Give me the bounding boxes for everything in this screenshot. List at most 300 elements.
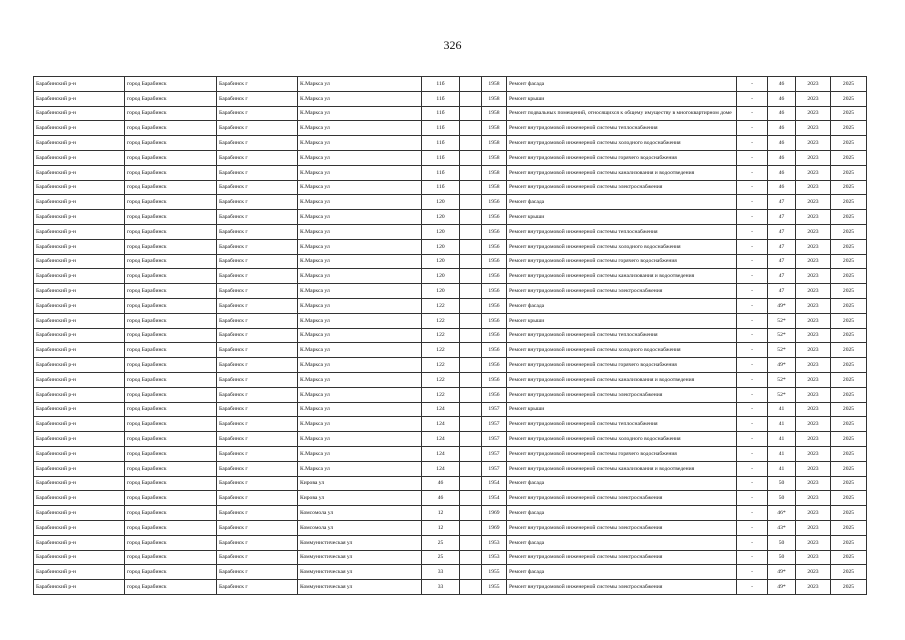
table-row (34, 491, 867, 506)
work-type-cell: Ремонт внутридомовой инженерной системы канализования и водоотведения (507, 269, 737, 284)
street-cell: К.Маркса ул (298, 91, 422, 106)
dash-cell: - (737, 520, 768, 535)
work-type-cell: Ремонт фасада (507, 535, 737, 550)
table-row (34, 432, 867, 447)
street-cell: К.Маркса ул (298, 432, 422, 447)
district-cell: Барабинский р-н (34, 121, 125, 136)
district-cell: Барабинский р-н (34, 210, 125, 225)
year-built-cell: 1953 (482, 535, 507, 550)
repair-schedule-table (33, 76, 867, 595)
table-body (34, 77, 867, 595)
start-year-cell: 2023 (796, 106, 831, 121)
district-cell: Барабинский р-н (34, 580, 125, 595)
house-number-cell: 11б (422, 165, 460, 180)
house-number-cell: 11б (422, 121, 460, 136)
street-cell: Коммунистическая ул (298, 550, 422, 565)
building-cell (460, 387, 482, 402)
building-cell (460, 372, 482, 387)
municipality-cell: город Барабинск (125, 506, 217, 521)
settlement-cell: Барабинск г (217, 328, 298, 343)
district-cell: Барабинский р-н (34, 165, 125, 180)
building-cell (460, 506, 482, 521)
start-year-cell: 2023 (796, 150, 831, 165)
wear-percent-cell: 50 (768, 550, 796, 565)
dash-cell: - (737, 565, 768, 580)
end-year-cell: 2025 (831, 77, 867, 92)
table-row (34, 224, 867, 239)
municipality-cell: город Барабинск (125, 550, 217, 565)
work-type-cell: Ремонт внутридомовой инженерной системы горячего водоснабжения (507, 446, 737, 461)
work-type-cell: Ремонт внутридомовой инженерной системы электроснабжения (507, 550, 737, 565)
table-row (34, 239, 867, 254)
year-built-cell: 1954 (482, 476, 507, 491)
end-year-cell: 2025 (831, 180, 867, 195)
work-type-cell: Ремонт внутридомовой инженерной системы горячего водоснабжения (507, 358, 737, 373)
municipality-cell: город Барабинск (125, 210, 217, 225)
wear-percent-cell: 43* (768, 520, 796, 535)
year-built-cell: 1956 (482, 195, 507, 210)
work-type-cell: Ремонт внутридомовой инженерной системы электроснабжения (507, 580, 737, 595)
wear-percent-cell: 47 (768, 239, 796, 254)
house-number-cell: 120 (422, 195, 460, 210)
table-row (34, 446, 867, 461)
end-year-cell: 2025 (831, 461, 867, 476)
settlement-cell: Барабинск г (217, 402, 298, 417)
start-year-cell: 2023 (796, 372, 831, 387)
year-built-cell: 1956 (482, 284, 507, 299)
work-type-cell: Ремонт внутридомовой инженерной системы теплоснабжения (507, 224, 737, 239)
building-cell (460, 239, 482, 254)
start-year-cell: 2023 (796, 387, 831, 402)
municipality-cell: город Барабинск (125, 372, 217, 387)
end-year-cell: 2025 (831, 387, 867, 402)
dash-cell: - (737, 343, 768, 358)
work-type-cell: Ремонт фасада (507, 298, 737, 313)
municipality-cell: город Барабинск (125, 106, 217, 121)
street-cell: Комсомола ул (298, 506, 422, 521)
year-built-cell: 1969 (482, 506, 507, 521)
municipality-cell: город Барабинск (125, 402, 217, 417)
street-cell: К.Маркса ул (298, 165, 422, 180)
table-row (34, 550, 867, 565)
work-type-cell: Ремонт внутридомовой инженерной системы холодного водоснабжения (507, 432, 737, 447)
building-cell (460, 106, 482, 121)
year-built-cell: 1954 (482, 491, 507, 506)
district-cell: Барабинский р-н (34, 520, 125, 535)
settlement-cell: Барабинск г (217, 461, 298, 476)
settlement-cell: Барабинск г (217, 506, 298, 521)
municipality-cell: город Барабинск (125, 432, 217, 447)
dash-cell: - (737, 165, 768, 180)
dash-cell: - (737, 136, 768, 151)
municipality-cell: город Барабинск (125, 446, 217, 461)
start-year-cell: 2023 (796, 136, 831, 151)
district-cell: Барабинский р-н (34, 313, 125, 328)
street-cell: Кирова ул (298, 491, 422, 506)
start-year-cell: 2023 (796, 476, 831, 491)
municipality-cell: город Барабинск (125, 358, 217, 373)
settlement-cell: Барабинск г (217, 535, 298, 550)
year-built-cell: 1957 (482, 461, 507, 476)
street-cell: К.Маркса ул (298, 239, 422, 254)
start-year-cell: 2023 (796, 358, 831, 373)
street-cell: К.Маркса ул (298, 269, 422, 284)
start-year-cell: 2023 (796, 121, 831, 136)
work-type-cell: Ремонт внутридомовой инженерной системы канализования и водоотведения (507, 165, 737, 180)
table-row (34, 343, 867, 358)
settlement-cell: Барабинск г (217, 165, 298, 180)
table-row (34, 417, 867, 432)
district-cell: Барабинский р-н (34, 136, 125, 151)
settlement-cell: Барабинск г (217, 372, 298, 387)
dash-cell: - (737, 491, 768, 506)
municipality-cell: город Барабинск (125, 150, 217, 165)
street-cell: К.Маркса ул (298, 446, 422, 461)
district-cell: Барабинский р-н (34, 343, 125, 358)
street-cell: К.Маркса ул (298, 343, 422, 358)
settlement-cell: Барабинск г (217, 180, 298, 195)
end-year-cell: 2025 (831, 402, 867, 417)
house-number-cell: 120 (422, 284, 460, 299)
table-row (34, 106, 867, 121)
start-year-cell: 2023 (796, 239, 831, 254)
settlement-cell: Барабинск г (217, 269, 298, 284)
building-cell (460, 77, 482, 92)
settlement-cell: Барабинск г (217, 77, 298, 92)
year-built-cell: 1956 (482, 372, 507, 387)
municipality-cell: город Барабинск (125, 77, 217, 92)
building-cell (460, 121, 482, 136)
start-year-cell: 2023 (796, 91, 831, 106)
wear-percent-cell: 52* (768, 372, 796, 387)
year-built-cell: 1956 (482, 387, 507, 402)
wear-percent-cell: 46* (768, 506, 796, 521)
district-cell: Барабинский р-н (34, 432, 125, 447)
street-cell: К.Маркса ул (298, 106, 422, 121)
wear-percent-cell: 46 (768, 91, 796, 106)
work-type-cell: Ремонт фасада (507, 506, 737, 521)
settlement-cell: Барабинск г (217, 106, 298, 121)
settlement-cell: Барабинск г (217, 313, 298, 328)
municipality-cell: город Барабинск (125, 476, 217, 491)
house-number-cell: 124 (422, 461, 460, 476)
start-year-cell: 2023 (796, 535, 831, 550)
dash-cell: - (737, 535, 768, 550)
start-year-cell: 2023 (796, 165, 831, 180)
end-year-cell: 2025 (831, 269, 867, 284)
end-year-cell: 2025 (831, 328, 867, 343)
dash-cell: - (737, 239, 768, 254)
year-built-cell: 1956 (482, 269, 507, 284)
table-row (34, 535, 867, 550)
end-year-cell: 2025 (831, 580, 867, 595)
wear-percent-cell: 50 (768, 476, 796, 491)
wear-percent-cell: 52* (768, 328, 796, 343)
start-year-cell: 2023 (796, 77, 831, 92)
building-cell (460, 269, 482, 284)
settlement-cell: Барабинск г (217, 150, 298, 165)
dash-cell: - (737, 580, 768, 595)
settlement-cell: Барабинск г (217, 491, 298, 506)
building-cell (460, 298, 482, 313)
house-number-cell: 124 (422, 402, 460, 417)
dash-cell: - (737, 150, 768, 165)
building-cell (460, 417, 482, 432)
wear-percent-cell: 41 (768, 446, 796, 461)
building-cell (460, 358, 482, 373)
house-number-cell: 120 (422, 210, 460, 225)
district-cell: Барабинский р-н (34, 150, 125, 165)
street-cell: Коммунистическая ул (298, 580, 422, 595)
work-type-cell: Ремонт внутридомовой инженерной системы электроснабжения (507, 284, 737, 299)
municipality-cell: город Барабинск (125, 195, 217, 210)
dash-cell: - (737, 195, 768, 210)
settlement-cell: Барабинск г (217, 387, 298, 402)
settlement-cell: Барабинск г (217, 121, 298, 136)
district-cell: Барабинский р-н (34, 195, 125, 210)
end-year-cell: 2025 (831, 550, 867, 565)
house-number-cell: 122 (422, 358, 460, 373)
settlement-cell: Барабинск г (217, 417, 298, 432)
year-built-cell: 1956 (482, 298, 507, 313)
building-cell (460, 343, 482, 358)
table-row (34, 150, 867, 165)
wear-percent-cell: 47 (768, 195, 796, 210)
work-type-cell: Ремонт крыши (507, 210, 737, 225)
wear-percent-cell: 46 (768, 121, 796, 136)
end-year-cell: 2025 (831, 313, 867, 328)
year-built-cell: 1958 (482, 106, 507, 121)
year-built-cell: 1956 (482, 224, 507, 239)
year-built-cell: 1956 (482, 254, 507, 269)
end-year-cell: 2025 (831, 535, 867, 550)
wear-percent-cell: 52* (768, 343, 796, 358)
end-year-cell: 2025 (831, 150, 867, 165)
settlement-cell: Барабинск г (217, 358, 298, 373)
year-built-cell: 1958 (482, 180, 507, 195)
wear-percent-cell: 47 (768, 254, 796, 269)
dash-cell: - (737, 224, 768, 239)
work-type-cell: Ремонт внутридомовой инженерной системы электроснабжения (507, 491, 737, 506)
end-year-cell: 2025 (831, 224, 867, 239)
start-year-cell: 2023 (796, 402, 831, 417)
work-type-cell: Ремонт внутридомовой инженерной системы электроснабжения (507, 180, 737, 195)
work-type-cell: Ремонт подвальных помещений, относящихся к общему имуществу в многоквартирном доме (507, 106, 737, 121)
year-built-cell: 1956 (482, 313, 507, 328)
wear-percent-cell: 52* (768, 387, 796, 402)
end-year-cell: 2025 (831, 106, 867, 121)
building-cell (460, 550, 482, 565)
municipality-cell: город Барабинск (125, 136, 217, 151)
work-type-cell: Ремонт крыши (507, 313, 737, 328)
building-cell (460, 461, 482, 476)
building-cell (460, 180, 482, 195)
year-built-cell: 1958 (482, 165, 507, 180)
wear-percent-cell: 50 (768, 535, 796, 550)
municipality-cell: город Барабинск (125, 91, 217, 106)
wear-percent-cell: 46 (768, 150, 796, 165)
district-cell: Барабинский р-н (34, 491, 125, 506)
settlement-cell: Барабинск г (217, 343, 298, 358)
table-row (34, 476, 867, 491)
house-number-cell: 12 (422, 520, 460, 535)
street-cell: К.Маркса ул (298, 136, 422, 151)
work-type-cell: Ремонт внутридомовой инженерной системы электроснабжения (507, 387, 737, 402)
table-row (34, 565, 867, 580)
start-year-cell: 2023 (796, 432, 831, 447)
house-number-cell: 12 (422, 506, 460, 521)
dash-cell: - (737, 417, 768, 432)
street-cell: К.Маркса ул (298, 180, 422, 195)
house-number-cell: 122 (422, 313, 460, 328)
house-number-cell: 25 (422, 550, 460, 565)
district-cell: Барабинский р-н (34, 417, 125, 432)
district-cell: Барабинский р-н (34, 298, 125, 313)
dash-cell: - (737, 387, 768, 402)
wear-percent-cell: 46 (768, 136, 796, 151)
wear-percent-cell: 49* (768, 358, 796, 373)
wear-percent-cell: 52* (768, 313, 796, 328)
district-cell: Барабинский р-н (34, 550, 125, 565)
table-row (34, 136, 867, 151)
end-year-cell: 2025 (831, 121, 867, 136)
table-row (34, 121, 867, 136)
end-year-cell: 2025 (831, 343, 867, 358)
municipality-cell: город Барабинск (125, 461, 217, 476)
year-built-cell: 1956 (482, 358, 507, 373)
district-cell: Барабинский р-н (34, 565, 125, 580)
year-built-cell: 1958 (482, 121, 507, 136)
start-year-cell: 2023 (796, 284, 831, 299)
work-type-cell: Ремонт внутридомовой инженерной системы канализования и водоотведения (507, 372, 737, 387)
house-number-cell: 124 (422, 432, 460, 447)
wear-percent-cell: 41 (768, 461, 796, 476)
settlement-cell: Барабинск г (217, 565, 298, 580)
building-cell (460, 136, 482, 151)
building-cell (460, 535, 482, 550)
dash-cell: - (737, 328, 768, 343)
district-cell: Барабинский р-н (34, 328, 125, 343)
page-number: 326 (443, 38, 462, 52)
building-cell (460, 520, 482, 535)
house-number-cell: 11б (422, 136, 460, 151)
building-cell (460, 210, 482, 225)
table-row (34, 269, 867, 284)
wear-percent-cell: 49* (768, 565, 796, 580)
street-cell: К.Маркса ул (298, 150, 422, 165)
municipality-cell: город Барабинск (125, 239, 217, 254)
house-number-cell: 11б (422, 150, 460, 165)
district-cell: Барабинский р-н (34, 476, 125, 491)
year-built-cell: 1958 (482, 91, 507, 106)
dash-cell: - (737, 180, 768, 195)
dash-cell: - (737, 77, 768, 92)
street-cell: К.Маркса ул (298, 417, 422, 432)
wear-percent-cell: 46 (768, 106, 796, 121)
municipality-cell: город Барабинск (125, 313, 217, 328)
building-cell (460, 313, 482, 328)
end-year-cell: 2025 (831, 195, 867, 210)
house-number-cell: 33 (422, 565, 460, 580)
dash-cell: - (737, 269, 768, 284)
table-row (34, 402, 867, 417)
district-cell: Барабинский р-н (34, 106, 125, 121)
settlement-cell: Барабинск г (217, 476, 298, 491)
settlement-cell: Барабинск г (217, 284, 298, 299)
work-type-cell: Ремонт внутридомовой инженерной системы холодного водоснабжения (507, 239, 737, 254)
work-type-cell: Ремонт фасада (507, 565, 737, 580)
year-built-cell: 1969 (482, 520, 507, 535)
house-number-cell: 122 (422, 372, 460, 387)
table-row (34, 298, 867, 313)
municipality-cell: город Барабинск (125, 417, 217, 432)
dash-cell: - (737, 461, 768, 476)
settlement-cell: Барабинск г (217, 446, 298, 461)
end-year-cell: 2025 (831, 254, 867, 269)
start-year-cell: 2023 (796, 328, 831, 343)
dash-cell: - (737, 446, 768, 461)
table-row (34, 77, 867, 92)
wear-percent-cell: 46 (768, 77, 796, 92)
wear-percent-cell: 49* (768, 580, 796, 595)
start-year-cell: 2023 (796, 491, 831, 506)
start-year-cell: 2023 (796, 446, 831, 461)
settlement-cell: Барабинск г (217, 91, 298, 106)
house-number-cell: 25 (422, 535, 460, 550)
district-cell: Барабинский р-н (34, 506, 125, 521)
municipality-cell: город Барабинск (125, 491, 217, 506)
street-cell: Кирова ул (298, 476, 422, 491)
table-row (34, 328, 867, 343)
work-type-cell: Ремонт внутридомовой инженерной системы горячего водоснабжения (507, 254, 737, 269)
table-row (34, 180, 867, 195)
dash-cell: - (737, 372, 768, 387)
district-cell: Барабинский р-н (34, 239, 125, 254)
table-row (34, 461, 867, 476)
street-cell: Коммунистическая ул (298, 565, 422, 580)
street-cell: К.Маркса ул (298, 372, 422, 387)
year-built-cell: 1957 (482, 417, 507, 432)
end-year-cell: 2025 (831, 565, 867, 580)
municipality-cell: город Барабинск (125, 580, 217, 595)
year-built-cell: 1958 (482, 77, 507, 92)
municipality-cell: город Барабинск (125, 121, 217, 136)
end-year-cell: 2025 (831, 446, 867, 461)
work-type-cell: Ремонт внутридомовой инженерной системы теплоснабжения (507, 417, 737, 432)
house-number-cell: 11б (422, 180, 460, 195)
dash-cell: - (737, 313, 768, 328)
start-year-cell: 2023 (796, 565, 831, 580)
house-number-cell: 124 (422, 417, 460, 432)
house-number-cell: 11б (422, 91, 460, 106)
settlement-cell: Барабинск г (217, 298, 298, 313)
municipality-cell: город Барабинск (125, 520, 217, 535)
start-year-cell: 2023 (796, 461, 831, 476)
house-number-cell: 122 (422, 298, 460, 313)
end-year-cell: 2025 (831, 210, 867, 225)
street-cell: К.Маркса ул (298, 284, 422, 299)
dash-cell: - (737, 402, 768, 417)
work-type-cell: Ремонт внутридомовой инженерной системы канализования и водоотведения (507, 461, 737, 476)
wear-percent-cell: 41 (768, 417, 796, 432)
settlement-cell: Барабинск г (217, 432, 298, 447)
street-cell: К.Маркса ул (298, 254, 422, 269)
district-cell: Барабинский р-н (34, 461, 125, 476)
work-type-cell: Ремонт фасада (507, 195, 737, 210)
dash-cell: - (737, 91, 768, 106)
building-cell (460, 491, 482, 506)
end-year-cell: 2025 (831, 506, 867, 521)
